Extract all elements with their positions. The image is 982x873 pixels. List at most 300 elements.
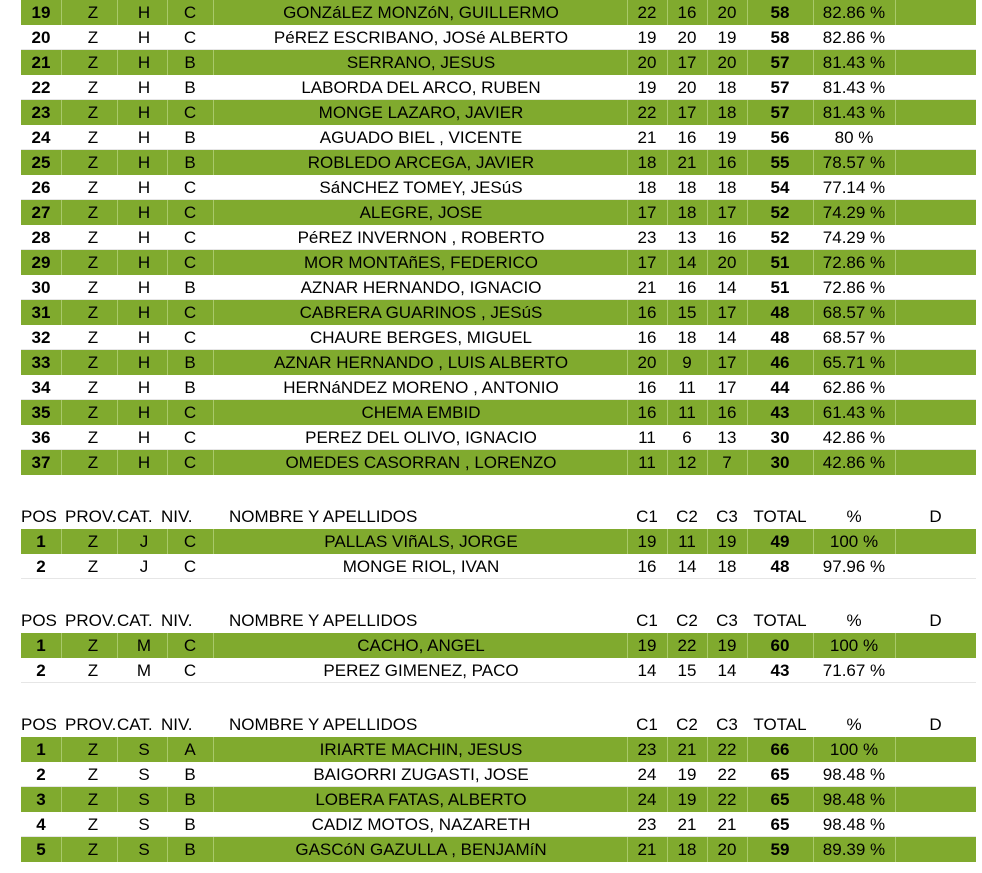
total-score-cell: 65: [747, 787, 814, 812]
position-cell: 20: [31, 28, 51, 47]
d-value-cell: [895, 633, 976, 658]
participant-name-cell: CHAURE BERGES, MIGUEL: [310, 328, 532, 347]
level-cell: B: [184, 378, 196, 397]
score-c3-cell: 19: [707, 529, 748, 554]
total-score-cell: 57: [747, 100, 814, 125]
province-cell: Z: [87, 278, 99, 297]
level-cell: C: [167, 100, 214, 125]
score-c2-cell: 6: [682, 428, 692, 447]
d-value-cell: [895, 300, 976, 325]
header-level: NIV.: [161, 611, 193, 630]
level-cell: B: [167, 837, 214, 862]
score-c2-cell: 20: [677, 28, 697, 47]
table-row: [21, 325, 976, 350]
position-cell: 33: [21, 350, 62, 375]
score-c3-cell: 13: [717, 428, 737, 447]
province-cell: Z: [87, 328, 99, 347]
category-cell: H: [137, 378, 151, 397]
province-cell: Z: [69, 250, 118, 275]
percentage-cell: 82.86 %: [813, 0, 896, 25]
category-cell: S: [121, 837, 168, 862]
score-c1-cell: 21: [627, 837, 668, 862]
table-row: [21, 25, 976, 50]
score-c2-cell: 21: [677, 815, 697, 834]
score-c3-cell: 16: [717, 228, 737, 247]
level-cell: B: [184, 278, 196, 297]
total-score-cell: 59: [747, 837, 814, 862]
score-c2-cell: 9: [667, 350, 708, 375]
score-c2-cell: 18: [677, 328, 697, 347]
score-c3-cell: 17: [707, 200, 748, 225]
level-cell: B: [184, 815, 196, 834]
header-score-c2: C2: [676, 611, 698, 630]
total-score-cell: 30: [770, 428, 790, 447]
province-cell: Z: [69, 200, 118, 225]
header-category: CAT.: [117, 507, 153, 526]
table-row: [21, 762, 976, 787]
table-row: [21, 200, 976, 225]
d-value-cell: [895, 450, 976, 475]
score-c1-cell: 21: [637, 128, 657, 147]
participant-name-cell: AZNAR HERNANDO , LUIS ALBERTO: [215, 350, 628, 375]
position-cell: 31: [21, 300, 62, 325]
total-score-cell: 57: [747, 50, 814, 75]
table-row: [21, 350, 976, 375]
category-cell: S: [121, 787, 168, 812]
header-percentage: %: [846, 507, 862, 526]
participant-name-cell: GASCóN GAZULLA , BENJAMíN: [215, 837, 628, 862]
d-value-cell: [895, 275, 976, 299]
header-total-score: TOTAL: [753, 715, 807, 734]
table-row: [21, 837, 976, 862]
header-d-value: D: [929, 611, 942, 630]
score-c3-cell: 20: [707, 837, 748, 862]
level-cell: C: [183, 557, 197, 576]
total-score-cell: 66: [747, 737, 814, 762]
category-cell: H: [137, 28, 151, 47]
table-row: [21, 737, 976, 762]
d-value-cell: [895, 125, 976, 149]
score-c3-cell: 7: [707, 450, 748, 475]
total-score-cell: 51: [747, 250, 814, 275]
province-cell: Z: [69, 737, 118, 762]
province-cell: Z: [69, 50, 118, 75]
level-cell: C: [183, 428, 197, 447]
score-c3-cell: 16: [707, 150, 748, 175]
total-score-cell: 58: [747, 0, 814, 25]
position-cell: 35: [21, 400, 62, 425]
percentage-cell: 42.86 %: [822, 428, 886, 447]
score-c2-cell: 12: [667, 450, 708, 475]
level-cell: C: [183, 228, 197, 247]
province-cell: Z: [69, 450, 118, 475]
province-cell: Z: [87, 765, 99, 784]
d-value-cell: [895, 250, 976, 275]
level-cell: C: [183, 661, 197, 680]
province-cell: Z: [87, 815, 99, 834]
level-cell: C: [167, 529, 214, 554]
category-cell: H: [121, 100, 168, 125]
header-score-c3: C3: [716, 507, 738, 526]
header-participant-name: NOMBRE Y APELLIDOS: [229, 611, 418, 630]
d-value-cell: [895, 225, 976, 249]
position-cell: 23: [21, 100, 62, 125]
header-score-c2: C2: [676, 715, 698, 734]
score-c3-cell: 20: [707, 0, 748, 25]
percentage-cell: 42.86 %: [813, 450, 896, 475]
category-cell: H: [121, 300, 168, 325]
total-score-cell: 30: [747, 450, 814, 475]
province-cell: Z: [87, 128, 99, 147]
province-cell: Z: [69, 100, 118, 125]
percentage-cell: 81.43 %: [813, 100, 896, 125]
participant-name-cell: MOR MONTAñES, FEDERICO: [215, 250, 628, 275]
score-c2-cell: 15: [677, 661, 697, 680]
position-cell: 29: [21, 250, 62, 275]
level-cell: C: [183, 28, 197, 47]
total-score-cell: 52: [747, 200, 814, 225]
participant-name-cell: PALLAS VIñALS, JORGE: [215, 529, 628, 554]
score-c3-cell: 18: [717, 78, 737, 97]
position-cell: 1: [21, 633, 62, 658]
category-cell: S: [121, 737, 168, 762]
position-cell: 2: [36, 661, 46, 680]
province-cell: Z: [69, 633, 118, 658]
province-cell: Z: [69, 150, 118, 175]
province-cell: Z: [87, 228, 99, 247]
d-value-cell: [895, 425, 976, 449]
level-cell: C: [167, 633, 214, 658]
category-cell: S: [138, 765, 150, 784]
percentage-cell: 77.14 %: [822, 178, 886, 197]
table-row: [21, 375, 976, 400]
score-c2-cell: 11: [678, 378, 696, 397]
category-cell: H: [137, 228, 151, 247]
participant-name-cell: LOBERA FATAS, ALBERTO: [215, 787, 628, 812]
d-value-cell: [895, 350, 976, 375]
level-cell: B: [167, 150, 214, 175]
participant-name-cell: HERNáNDEZ MORENO , ANTONIO: [283, 378, 559, 397]
level-cell: C: [167, 300, 214, 325]
percentage-cell: 62.86 %: [822, 378, 886, 397]
level-cell: C: [167, 450, 214, 475]
category-cell: H: [137, 278, 151, 297]
table-header: [21, 609, 976, 633]
table-row: [21, 225, 976, 250]
participant-name-cell: OMEDES CASORRAN , LORENZO: [215, 450, 628, 475]
position-cell: 26: [31, 178, 51, 197]
score-c2-cell: 20: [677, 78, 697, 97]
position-cell: 3: [21, 787, 62, 812]
province-cell: Z: [87, 178, 99, 197]
percentage-cell: 89.39 %: [813, 837, 896, 862]
level-cell: B: [167, 787, 214, 812]
score-c2-cell: 17: [667, 100, 708, 125]
province-cell: Z: [69, 300, 118, 325]
total-score-cell: 54: [770, 178, 790, 197]
score-c3-cell: 19: [717, 128, 737, 147]
score-c1-cell: 16: [637, 328, 657, 347]
score-c1-cell: 22: [627, 0, 668, 25]
province-cell: Z: [69, 787, 118, 812]
category-cell: J: [139, 557, 149, 576]
participant-name-cell: MONGE LAZARO, JAVIER: [215, 100, 628, 125]
category-cell: M: [136, 661, 152, 680]
table-row: [21, 150, 976, 175]
header-d-value: D: [929, 715, 942, 734]
level-cell: B: [184, 765, 196, 784]
percentage-cell: 81.43 %: [822, 78, 886, 97]
percentage-cell: 71.67 %: [822, 661, 886, 680]
header-score-c3: C3: [716, 715, 738, 734]
province-cell: Z: [69, 400, 118, 425]
province-cell: Z: [69, 837, 118, 862]
score-c1-cell: 19: [637, 78, 657, 97]
header-total-score: TOTAL: [753, 611, 807, 630]
province-cell: Z: [69, 350, 118, 375]
score-c3-cell: 17: [717, 378, 737, 397]
score-c2-cell: 16: [667, 0, 708, 25]
score-c1-cell: 16: [637, 557, 657, 576]
score-c1-cell: 14: [637, 661, 657, 680]
province-cell: Z: [69, 529, 118, 554]
d-value-cell: [895, 25, 976, 49]
percentage-cell: 74.29 %: [822, 228, 886, 247]
score-c1-cell: 16: [637, 378, 657, 397]
position-cell: 5: [21, 837, 62, 862]
table-row: [21, 450, 976, 475]
position-cell: 21: [21, 50, 62, 75]
table-row: [21, 100, 976, 125]
category-cell: H: [137, 178, 151, 197]
header-score-c1: C1: [636, 611, 658, 630]
category-cell: H: [137, 128, 151, 147]
percentage-cell: 68.57 %: [813, 300, 896, 325]
score-c2-cell: 14: [667, 250, 708, 275]
score-c1-cell: 22: [627, 100, 668, 125]
category-cell: H: [121, 50, 168, 75]
score-c1-cell: 11: [638, 428, 656, 447]
participant-name-cell: AGUADO BIEL , VICENTE: [319, 128, 523, 147]
position-cell: 1: [21, 529, 62, 554]
category-cell: M: [121, 633, 168, 658]
position-cell: 34: [31, 378, 51, 397]
score-c1-cell: 23: [637, 815, 657, 834]
category-cell: H: [137, 78, 151, 97]
header-province: PROV.: [65, 715, 117, 734]
d-value-cell: [895, 529, 976, 554]
category-cell: J: [121, 529, 168, 554]
percentage-cell: 72.86 %: [822, 278, 886, 297]
score-c1-cell: 11: [627, 450, 668, 475]
category-cell: H: [121, 200, 168, 225]
total-score-cell: 46: [747, 350, 814, 375]
category-cell: H: [121, 450, 168, 475]
percentage-cell: 80 %: [834, 128, 874, 147]
score-c1-cell: 19: [627, 529, 668, 554]
participant-name-cell: SERRANO, JESUS: [215, 50, 628, 75]
participant-name-cell: GONZáLEZ MONZóN, GUILLERMO: [215, 0, 628, 25]
d-value-cell: [895, 75, 976, 99]
score-c3-cell: 14: [717, 328, 737, 347]
header-percentage: %: [846, 611, 862, 630]
percentage-cell: 72.86 %: [813, 250, 896, 275]
d-value-cell: [895, 325, 976, 349]
total-score-cell: 48: [747, 300, 814, 325]
score-c1-cell: 20: [627, 350, 668, 375]
table-row: [21, 812, 976, 837]
participant-name-cell: PEREZ GIMENEZ, PACO: [323, 661, 519, 680]
participant-name-cell: ROBLEDO ARCEGA, JAVIER: [215, 150, 628, 175]
level-cell: C: [183, 178, 197, 197]
header-score-c3: C3: [716, 611, 738, 630]
total-score-cell: 56: [770, 128, 790, 147]
total-score-cell: 43: [747, 400, 814, 425]
table-row: [21, 275, 976, 300]
total-score-cell: 52: [770, 228, 790, 247]
d-value-cell: [895, 175, 976, 199]
score-c2-cell: 21: [667, 150, 708, 175]
d-value-cell: [895, 554, 976, 578]
score-c1-cell: 16: [627, 300, 668, 325]
participant-name-cell: BAIGORRI ZUGASTI, JOSE: [313, 765, 529, 784]
score-c2-cell: 13: [677, 228, 697, 247]
participant-name-cell: PéREZ ESCRIBANO, JOSé ALBERTO: [273, 28, 569, 47]
percentage-cell: 68.57 %: [822, 328, 886, 347]
participant-name-cell: SáNCHEZ TOMEY, JESúS: [319, 178, 523, 197]
category-cell: H: [121, 400, 168, 425]
score-c2-cell: 17: [667, 50, 708, 75]
total-score-cell: 48: [770, 328, 790, 347]
score-c1-cell: 23: [637, 228, 657, 247]
score-c2-cell: 16: [677, 128, 697, 147]
header-total-score: TOTAL: [753, 507, 807, 526]
score-c3-cell: 22: [717, 765, 737, 784]
province-cell: Z: [87, 661, 99, 680]
header-category: CAT.: [117, 611, 153, 630]
table-row: [21, 554, 976, 579]
score-c3-cell: 22: [707, 737, 748, 762]
d-value-cell: [895, 400, 976, 425]
d-value-cell: [895, 812, 976, 836]
table-row: [21, 50, 976, 75]
position-cell: 25: [21, 150, 62, 175]
score-c1-cell: 18: [637, 178, 657, 197]
score-c3-cell: 21: [717, 815, 737, 834]
participant-name-cell: CACHO, ANGEL: [215, 633, 628, 658]
participant-name-cell: MONGE RIOL, IVAN: [342, 557, 500, 576]
table-row: [21, 400, 976, 425]
results-table-4: [21, 713, 976, 862]
score-c3-cell: 16: [707, 400, 748, 425]
score-c3-cell: 14: [717, 661, 737, 680]
d-value-cell: [895, 200, 976, 225]
participant-name-cell: CHEMA EMBID: [215, 400, 628, 425]
table-row: [21, 0, 976, 25]
header-score-c1: C1: [636, 507, 658, 526]
position-cell: 4: [36, 815, 46, 834]
province-cell: Z: [87, 557, 99, 576]
province-cell: Z: [87, 378, 99, 397]
header-position: POS: [21, 715, 57, 734]
table-row: [21, 175, 976, 200]
score-c3-cell: 19: [707, 633, 748, 658]
score-c1-cell: 18: [627, 150, 668, 175]
percentage-cell: 98.48 %: [822, 815, 886, 834]
table-row: [21, 787, 976, 812]
header-position: POS: [21, 611, 57, 630]
header-category: CAT.: [117, 715, 153, 734]
score-c1-cell: 16: [627, 400, 668, 425]
score-c3-cell: 18: [717, 178, 737, 197]
participant-name-cell: ALEGRE, JOSE: [215, 200, 628, 225]
score-c1-cell: 21: [637, 278, 657, 297]
province-cell: Z: [87, 428, 99, 447]
d-value-cell: [895, 837, 976, 862]
percentage-cell: 98.48 %: [822, 765, 886, 784]
table-row: [21, 75, 976, 100]
position-cell: 2: [36, 765, 46, 784]
percentage-cell: 100 %: [813, 633, 896, 658]
position-cell: 27: [21, 200, 62, 225]
total-score-cell: 43: [770, 661, 790, 680]
header-province: PROV.: [65, 611, 117, 630]
score-c1-cell: 17: [627, 200, 668, 225]
percentage-cell: 98.48 %: [813, 787, 896, 812]
d-value-cell: [895, 658, 976, 682]
province-cell: Z: [87, 28, 99, 47]
score-c3-cell: 17: [707, 350, 748, 375]
score-c3-cell: 19: [717, 28, 737, 47]
category-cell: H: [121, 350, 168, 375]
score-c2-cell: 19: [667, 787, 708, 812]
position-cell: 19: [21, 0, 62, 25]
position-cell: 30: [31, 278, 51, 297]
score-c2-cell: 22: [667, 633, 708, 658]
score-c3-cell: 18: [707, 100, 748, 125]
province-cell: Z: [69, 0, 118, 25]
total-score-cell: 55: [747, 150, 814, 175]
score-c2-cell: 18: [677, 178, 697, 197]
category-cell: H: [121, 150, 168, 175]
score-c3-cell: 17: [707, 300, 748, 325]
header-province: PROV.: [65, 507, 117, 526]
province-cell: Z: [87, 78, 99, 97]
table-row: [21, 250, 976, 275]
score-c3-cell: 20: [707, 50, 748, 75]
category-cell: H: [137, 428, 151, 447]
participant-name-cell: AZNAR HERNANDO, IGNACIO: [300, 278, 542, 297]
header-position: POS: [21, 507, 57, 526]
table-row: [21, 125, 976, 150]
percentage-cell: 61.43 %: [813, 400, 896, 425]
table-row: [21, 529, 976, 554]
score-c1-cell: 20: [627, 50, 668, 75]
position-cell: 37: [21, 450, 62, 475]
d-value-cell: [895, 50, 976, 75]
score-c2-cell: 16: [677, 278, 697, 297]
table-row: [21, 300, 976, 325]
score-c2-cell: 18: [667, 837, 708, 862]
level-cell: C: [167, 0, 214, 25]
level-cell: C: [167, 200, 214, 225]
percentage-cell: 97.96 %: [822, 557, 886, 576]
total-score-cell: 57: [770, 78, 790, 97]
category-cell: H: [137, 328, 151, 347]
percentage-cell: 65.71 %: [813, 350, 896, 375]
percentage-cell: 82.86 %: [822, 28, 886, 47]
level-cell: C: [167, 400, 214, 425]
